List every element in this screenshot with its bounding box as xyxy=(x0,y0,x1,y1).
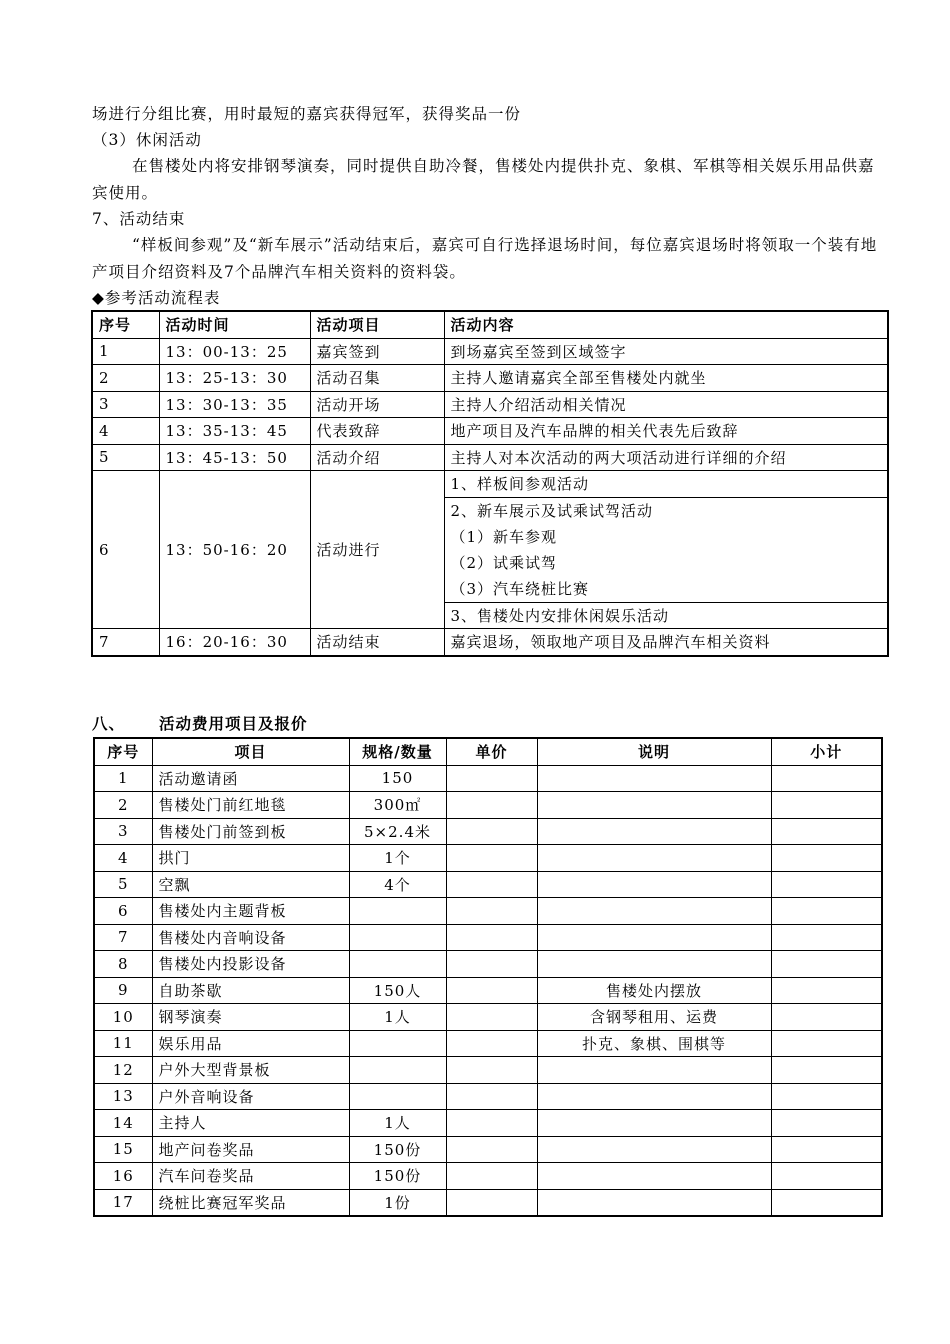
cell: 4 xyxy=(92,418,159,445)
cell xyxy=(537,1163,771,1190)
table-row xyxy=(94,977,882,1004)
header-cell: 小计 xyxy=(771,738,882,765)
section-heading xyxy=(92,712,308,734)
cost-table-header xyxy=(94,738,882,765)
cell xyxy=(446,845,537,872)
header-cell: 活动内容 xyxy=(444,311,888,338)
cell: 空飘 xyxy=(152,871,349,898)
cell: 活动结束 xyxy=(310,629,444,656)
cell: 3、售楼处内安排休闲娱乐活动 xyxy=(444,602,888,629)
table-row xyxy=(94,845,882,872)
cell: 售楼处内音响设备 xyxy=(152,924,349,951)
table-row xyxy=(94,1189,882,1216)
cell: 10 xyxy=(94,1004,152,1031)
table-row xyxy=(92,471,888,498)
cell xyxy=(446,871,537,898)
table-row xyxy=(92,338,888,365)
table-row xyxy=(94,1083,882,1110)
cell xyxy=(349,898,446,925)
section-title: 活动费用项目及报价 xyxy=(159,715,308,733)
cell xyxy=(537,1083,771,1110)
cell: 2 xyxy=(92,365,159,392)
cell: 自助茶歇 xyxy=(152,977,349,1004)
header-cell: 项目 xyxy=(152,738,349,765)
cell xyxy=(771,898,882,925)
cell xyxy=(537,898,771,925)
cell xyxy=(446,765,537,792)
cell: 嘉宾退场，领取地产项目及品牌汽车相关资料 xyxy=(444,629,888,656)
cell xyxy=(771,924,882,951)
cell xyxy=(446,1163,537,1190)
cell: 12 xyxy=(94,1057,152,1084)
cell: 13：00-13：25 xyxy=(159,338,310,365)
cell xyxy=(349,1083,446,1110)
cell xyxy=(446,818,537,845)
cell: 5 xyxy=(92,444,159,471)
cell: 1、样板间参观活动 xyxy=(444,471,888,498)
flow-table-header xyxy=(92,311,888,338)
header-cell: 规格/数量 xyxy=(349,738,446,765)
cell xyxy=(446,977,537,1004)
content-line: （3）汽车绕桩比赛 xyxy=(450,579,590,598)
cell xyxy=(771,1083,882,1110)
cell: 16：20-16：30 xyxy=(159,629,310,656)
cell: 娱乐用品 xyxy=(152,1030,349,1057)
cell xyxy=(771,977,882,1004)
header-cell: 序号 xyxy=(92,311,159,338)
cell xyxy=(771,1057,882,1084)
cell xyxy=(771,1110,882,1137)
cell: 6 xyxy=(92,471,159,629)
cell xyxy=(771,1189,882,1216)
cell: 150 xyxy=(349,765,446,792)
cell: 150份 xyxy=(349,1163,446,1190)
cell: 售楼处内主题背板 xyxy=(152,898,349,925)
table-row xyxy=(94,1004,882,1031)
cell: 4 xyxy=(94,845,152,872)
cell: 活动召集 xyxy=(310,365,444,392)
cell: 售楼处内摆放 xyxy=(537,977,771,1004)
table-row xyxy=(94,871,882,898)
table-row xyxy=(94,818,882,845)
header-cell: 活动时间 xyxy=(159,311,310,338)
table-row xyxy=(94,951,882,978)
cell: 汽车问卷奖品 xyxy=(152,1163,349,1190)
cell: 1 xyxy=(92,338,159,365)
cell: 扑克、象棋、围棋等 xyxy=(537,1030,771,1057)
table-row xyxy=(92,391,888,418)
cell xyxy=(537,1110,771,1137)
cell xyxy=(771,818,882,845)
cell: 主持人邀请嘉宾全部至售楼处内就坐 xyxy=(444,365,888,392)
cell: 150份 xyxy=(349,1136,446,1163)
cell: 代表致辞 xyxy=(310,418,444,445)
cell: 主持人对本次活动的两大项活动进行详细的介绍 xyxy=(444,444,888,471)
cell: 主持人介绍活动相关情况 xyxy=(444,391,888,418)
cell: 钢琴演奏 xyxy=(152,1004,349,1031)
cell: 13：25-13：30 xyxy=(159,365,310,392)
table-row xyxy=(92,444,888,471)
flow-table-caption: ◆参考活动流程表 xyxy=(92,289,221,307)
cell xyxy=(771,1163,882,1190)
cell: 7 xyxy=(94,924,152,951)
cell: 地产问卷奖品 xyxy=(152,1136,349,1163)
cell: 9 xyxy=(94,977,152,1004)
cell: 1人 xyxy=(349,1004,446,1031)
cell: 7 xyxy=(92,629,159,656)
cell xyxy=(349,951,446,978)
content-line: （2）试乘试驾 xyxy=(450,553,558,572)
cell xyxy=(349,1057,446,1084)
cell: 5×2.4米 xyxy=(349,818,446,845)
table-row xyxy=(94,1030,882,1057)
cell: 活动介绍 xyxy=(310,444,444,471)
cell xyxy=(771,1030,882,1057)
cell: 活动开场 xyxy=(310,391,444,418)
table-row xyxy=(94,1110,882,1137)
cell xyxy=(537,845,771,872)
cell: 到场嘉宾至签到区域签字 xyxy=(444,338,888,365)
header-cell: 序号 xyxy=(94,738,152,765)
cell-multiline xyxy=(444,497,888,602)
cell: 14 xyxy=(94,1110,152,1137)
subheading-end: 7、活动结束 xyxy=(92,210,186,228)
cell xyxy=(446,1136,537,1163)
content-line: 2、新车展示及试乘试驾活动 xyxy=(450,501,654,520)
cell: 2 xyxy=(94,792,152,819)
cell xyxy=(537,871,771,898)
cell: 150人 xyxy=(349,977,446,1004)
table-row xyxy=(92,629,888,656)
section-number: 八、 xyxy=(92,715,126,733)
cell: 13：35-13：45 xyxy=(159,418,310,445)
cell xyxy=(446,1189,537,1216)
cell: 300㎡ xyxy=(349,792,446,819)
cell: 地产项目及汽车品牌的相关代表先后致辞 xyxy=(444,418,888,445)
cell: 16 xyxy=(94,1163,152,1190)
table-row xyxy=(94,924,882,951)
cell: 1份 xyxy=(349,1189,446,1216)
cell: 售楼处门前红地毯 xyxy=(152,792,349,819)
cell: 6 xyxy=(94,898,152,925)
cell xyxy=(537,818,771,845)
cell xyxy=(446,898,537,925)
header-cell: 活动项目 xyxy=(310,311,444,338)
cell xyxy=(537,924,771,951)
header-cell: 单价 xyxy=(446,738,537,765)
cell: 户外音响设备 xyxy=(152,1083,349,1110)
table-row xyxy=(94,765,882,792)
cell xyxy=(446,951,537,978)
cell: 3 xyxy=(94,818,152,845)
cell: 户外大型背景板 xyxy=(152,1057,349,1084)
cell xyxy=(446,1083,537,1110)
cell xyxy=(349,1030,446,1057)
cell: 11 xyxy=(94,1030,152,1057)
cell xyxy=(537,765,771,792)
table-row xyxy=(94,1057,882,1084)
cell: 1人 xyxy=(349,1110,446,1137)
cell xyxy=(771,871,882,898)
cell xyxy=(771,1004,882,1031)
cell: 活动进行 xyxy=(310,471,444,629)
table-row xyxy=(94,792,882,819)
cell: 1个 xyxy=(349,845,446,872)
header-cell: 说明 xyxy=(537,738,771,765)
subheading-leisure: （3）休闲活动 xyxy=(92,131,202,149)
cell xyxy=(446,792,537,819)
cell xyxy=(537,1189,771,1216)
cell: 拱门 xyxy=(152,845,349,872)
cell xyxy=(446,1057,537,1084)
cell xyxy=(446,1110,537,1137)
cell: 嘉宾签到 xyxy=(310,338,444,365)
cell xyxy=(446,1030,537,1057)
cell xyxy=(537,1136,771,1163)
cell xyxy=(771,845,882,872)
cell: 1 xyxy=(94,765,152,792)
table-row xyxy=(92,365,888,392)
cell: 13：30-13：35 xyxy=(159,391,310,418)
cell: 5 xyxy=(94,871,152,898)
table-row xyxy=(92,418,888,445)
paragraph-end: “样板间参观”及“新车展示”活动结束后，嘉宾可自行选择退场时间，每位嘉宾退场时将领取一个装有地产项目介绍资料及7个品牌汽车相关资料的资料袋。 xyxy=(92,236,878,281)
cell xyxy=(446,924,537,951)
cell: 17 xyxy=(94,1189,152,1216)
cell xyxy=(349,924,446,951)
cell: 售楼处门前签到板 xyxy=(152,818,349,845)
table-row xyxy=(94,1136,882,1163)
cell xyxy=(771,765,882,792)
cell: 13 xyxy=(94,1083,152,1110)
cell: 绕桩比赛冠军奖品 xyxy=(152,1189,349,1216)
cell: 8 xyxy=(94,951,152,978)
cell: 售楼处内投影设备 xyxy=(152,951,349,978)
table-row xyxy=(94,898,882,925)
cell: 13：50-16：20 xyxy=(159,471,310,629)
cell xyxy=(771,951,882,978)
cell xyxy=(537,792,771,819)
table-row xyxy=(94,1163,882,1190)
cell: 3 xyxy=(92,391,159,418)
flow-table xyxy=(91,310,889,657)
cell: 活动邀请函 xyxy=(152,765,349,792)
cell xyxy=(771,1136,882,1163)
cell: 4个 xyxy=(349,871,446,898)
cell: 15 xyxy=(94,1136,152,1163)
cell: 主持人 xyxy=(152,1110,349,1137)
cost-table xyxy=(93,737,883,1217)
cell xyxy=(537,1057,771,1084)
paragraph-competition: 场进行分组比赛，用时最短的嘉宾获得冠军，获得奖品一份 xyxy=(92,105,522,123)
cell: 含钢琴租用、运费 xyxy=(537,1004,771,1031)
cell xyxy=(537,951,771,978)
cell: 13：45-13：50 xyxy=(159,444,310,471)
cell xyxy=(446,1004,537,1031)
content-line: （1）新车参观 xyxy=(450,527,558,546)
cell xyxy=(771,792,882,819)
paragraph-leisure: 在售楼处内将安排钢琴演奏，同时提供自助冷餐，售楼处内提供扑克、象棋、军棋等相关娱乐用品供嘉宾使用。 xyxy=(92,157,875,202)
